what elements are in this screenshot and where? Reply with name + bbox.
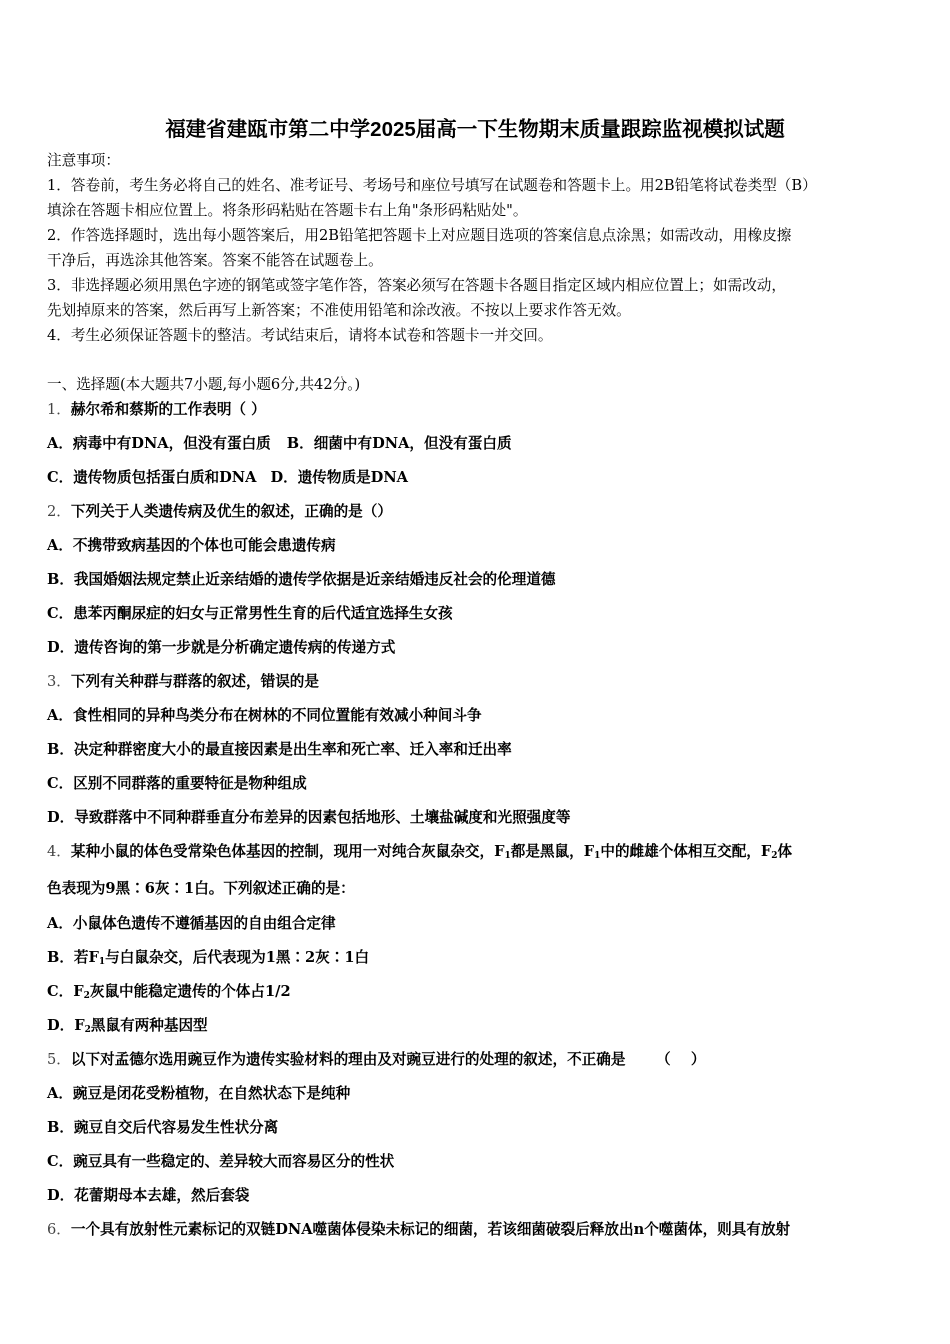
question-text: 体 — [777, 843, 793, 860]
question-number: 5． — [47, 1051, 71, 1068]
question-text: 中的雌雄个体相互交配，F — [600, 843, 772, 860]
subscript: 1 — [504, 851, 511, 861]
question-number: 1． — [47, 401, 71, 418]
question-text: 赫尔希和蔡斯的工作表明（ ） — [70, 401, 266, 418]
question-2-stem — [47, 503, 907, 521]
notice-item-1-line-2: 填涂在答题卡相应位置上。将条形码粘贴在答题卡右上角"条形码粘贴处"。 — [47, 202, 528, 219]
question-4-option-a: A．小鼠体色遗传不遵循基因的自由组合定律 — [47, 915, 336, 932]
option-text: B．若F — [47, 949, 99, 966]
notice-item-1-line-1: 1．答卷前，考生务必将自己的姓名、准考证号、考场号和座位号填写在试题卷和答题卡上。用2B铅笔将试卷类型（B） — [47, 177, 817, 194]
page-title: 福建省建瓯市第二中学2025届高一下生物期末质量跟踪监视模拟试题 — [165, 118, 785, 141]
question-4-option-b — [47, 949, 907, 971]
subscript: 2 — [84, 1025, 91, 1035]
question-text: 下列有关种群与群落的叙述，错误的是 — [70, 673, 319, 690]
question-2-option-a: A．不携带致病基因的个体也可能会患遗传病 — [47, 537, 336, 554]
question-text: 一个具有放射性元素标记的双链DNA噬菌体侵染未标记的细菌，若该细菌破裂后释放出n个噬菌体，则具有放射 — [70, 1221, 791, 1238]
question-1-stem — [47, 401, 907, 419]
question-5-option-c: C．豌豆具有一些稳定的、差异较大而容易区分的性状 — [47, 1153, 395, 1170]
question-text: 下列关于人类遗传病及优生的叙述，正确的是（） — [70, 503, 392, 520]
option-c: C．遗传物质包括蛋白质和DNA — [47, 469, 257, 486]
option-d: D．遗传物质是DNA — [270, 469, 409, 486]
question-3-option-b: B．决定种群密度大小的最直接因素是出生率和死亡率、迁入率和迁出率 — [47, 741, 512, 758]
notice-item-3-line-1: 3．非选择题必须用黑色字迹的钢笔或签字笔作答，答案必须写在答题卡各题目指定区域内相应位置上；如需改动， — [47, 277, 786, 294]
notice-item-3-line-2: 先划掉原来的答案，然后再写上新答案；不准使用铅笔和涂改液。不按以上要求作答无效。 — [47, 302, 631, 319]
option-text: 灰鼠中能稳定遗传的个体占1/2 — [89, 983, 291, 1000]
question-2-option-d: D．遗传咨询的第一步就是分析确定遗传病的传递方式 — [47, 639, 396, 656]
question-text: 以下对孟德尔选用豌豆作为遗传实验材料的理由及对豌豆进行的处理的叙述，不正确是 （ ） — [70, 1051, 706, 1068]
option-text: 与白鼠杂交，后代表现为1黑∶2灰∶1白 — [105, 949, 370, 966]
option-text: D．F — [47, 1017, 85, 1034]
question-1-options-ab — [47, 435, 907, 453]
question-number: 4． — [47, 843, 71, 860]
question-number: 2． — [47, 503, 71, 520]
subscript: 2 — [83, 991, 90, 1001]
question-number: 6． — [47, 1221, 71, 1238]
question-2-option-b: B．我国婚姻法规定禁止近亲结婚的遗传学依据是近亲结婚违反社会的伦理道德 — [47, 571, 556, 588]
notice-heading: 注意事项： — [47, 152, 120, 169]
notice-item-4: 4．考生必须保证答题卡的整洁。考试结束后，请将本试卷和答题卡一并交回。 — [47, 327, 553, 344]
option-text: 黑鼠有两种基因型 — [90, 1017, 208, 1034]
question-3-option-c: C．区别不同群落的重要特征是物种组成 — [47, 775, 307, 792]
question-5-stem — [47, 1051, 907, 1069]
notice-item-2-line-1: 2．作答选择题时，选出每小题答案后，用2B铅笔把答题卡上对应题目选项的答案信息点涂黑；如需改动，用橡皮擦 — [47, 227, 792, 244]
question-5-option-a: A．豌豆是闭花受粉植物，在自然状态下是纯种 — [47, 1085, 351, 1102]
question-5-option-d: D．花蕾期母本去雄，然后套袋 — [47, 1187, 250, 1204]
question-1-options-cd — [47, 469, 907, 487]
question-4-stem-line-2: 色表现为9黑∶6灰∶1白。下列叙述正确的是： — [47, 880, 355, 897]
option-a: A．病毒中有DNA，但没有蛋白质 — [47, 435, 271, 452]
question-3-stem — [47, 673, 907, 691]
question-4-option-c — [47, 983, 907, 1005]
option-b: B．细菌中有DNA，但没有蛋白质 — [286, 435, 512, 452]
question-3-option-d: D．导致群落中不同种群垂直分布差异的因素包括地形、土壤盐碱度和光照强度等 — [47, 809, 571, 826]
subscript: 1 — [98, 957, 106, 967]
subscript: 2 — [771, 851, 778, 861]
question-text: 某种小鼠的体色受常染色体基因的控制，现用一对纯合灰鼠杂交，F — [70, 843, 505, 860]
question-3-option-a: A．食性相同的异种鸟类分布在树林的不同位置能有效减小种间斗争 — [47, 707, 482, 724]
question-4-stem — [47, 843, 907, 865]
question-text: 都是黑鼠，F — [510, 843, 595, 860]
section-heading: 一、选择题(本大题共7小题,每小题6分,共42分。) — [47, 376, 361, 393]
question-4-option-d — [47, 1017, 907, 1039]
option-text: C．F — [47, 983, 84, 1000]
subscript: 1 — [594, 851, 601, 861]
question-5-option-b: B．豌豆自交后代容易发生性状分离 — [47, 1119, 279, 1136]
question-number: 3． — [47, 673, 71, 690]
question-6-stem — [47, 1221, 907, 1239]
question-2-option-c: C．患苯丙酮尿症的妇女与正常男性生育的后代适宜选择生女孩 — [47, 605, 453, 622]
notice-item-2-line-2: 干净后，再选涂其他答案。答案不能答在试题卷上。 — [47, 252, 383, 269]
